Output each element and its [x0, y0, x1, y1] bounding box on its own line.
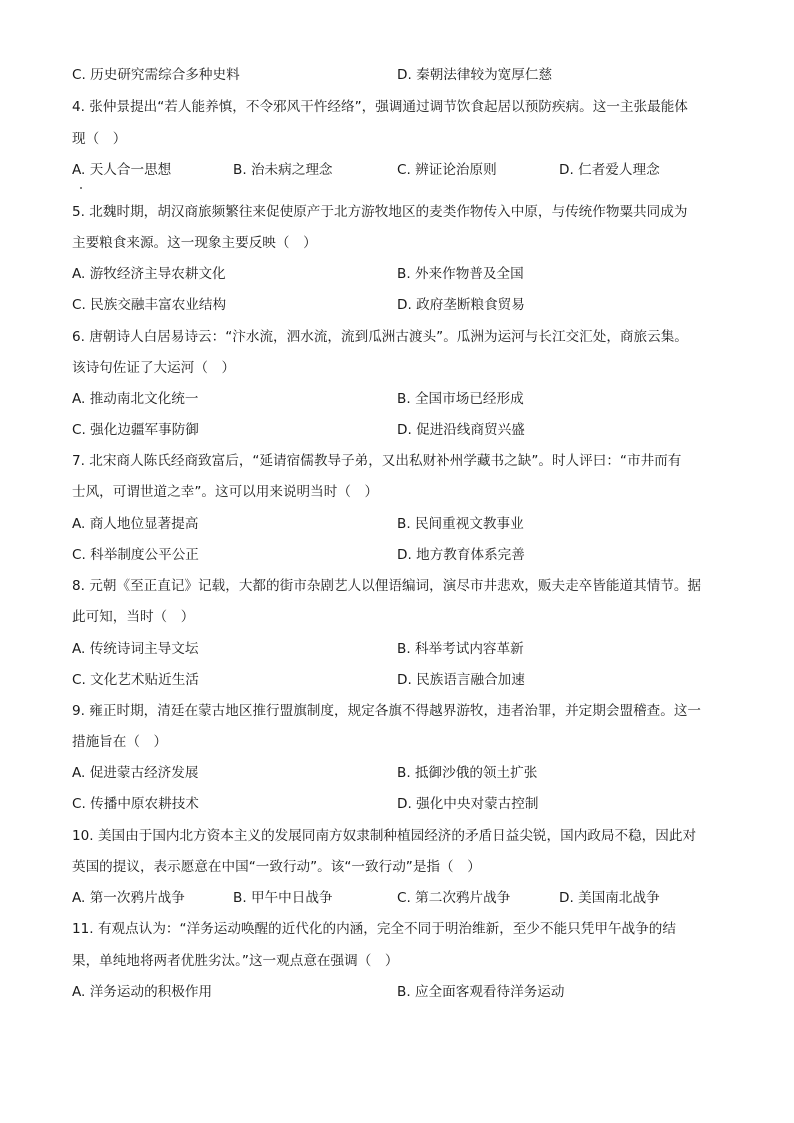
q6-option-a: A. 推动南北文化统一 [72, 391, 199, 407]
q9-stem-line2: 措施旨在（ ） [72, 734, 168, 750]
stray-dot [80, 187, 82, 189]
q8-stem-line1: 8. 元朝《至正直记》记载，大都的街市杂剧艺人以俚语编词，演尽市井悲欢，贩夫走卒皆能道其情节。据 [72, 578, 702, 594]
q10-stem-line1: 10. 美国由于国内北方资本主义的发展同南方奴隶制种植园经济的矛盾日益尖锐，国内政局不稳，因此对 [72, 828, 697, 844]
q4-option-d: D. 仁者爱人理念 [559, 162, 660, 178]
q7-stem-line2: 士风，可谓世道之幸”。这可以用来说明当时（ ） [72, 484, 379, 500]
q4-option-b: B. 治未病之理念 [233, 162, 333, 178]
q9-option-d: D. 强化中央对蒙古控制 [397, 796, 539, 812]
q5-stem-line2: 主要粮食来源。这一现象主要反映（ ） [72, 235, 317, 251]
q11-stem-line2: 果，单纯地将两者优胜劣汰。”这一观点意在强调（ ） [72, 953, 399, 969]
q10-stem-line2: 英国的提议，表示愿意在中国“一致行动”。该“一致行动”是指（ ） [72, 859, 481, 875]
q3-option-d: D. 秦朝法律较为宽厚仁慈 [397, 67, 553, 83]
q10-option-c: C. 第二次鸦片战争 [397, 890, 511, 906]
q11-option-a: A. 洋务运动的积极作用 [72, 984, 213, 1000]
q7-option-c: C. 科举制度公平公正 [72, 547, 199, 563]
q6-option-d: D. 促进沿线商贸兴盛 [397, 422, 525, 438]
q6-stem-line2: 该诗句佐证了大运河（ ） [72, 360, 236, 376]
q10-option-d: D. 美国南北战争 [559, 890, 660, 906]
q6-stem-line1: 6. 唐朝诗人白居易诗云：“汴水流，泗水流，流到瓜洲古渡头”。瓜洲为运河与长江交汇处，商旅云集。 [72, 329, 688, 345]
q4-stem-line2: 现（ ） [72, 131, 127, 147]
q8-option-d: D. 民族语言融合加速 [397, 672, 525, 688]
q5-option-b: B. 外来作物普及全国 [397, 266, 524, 282]
q9-stem-line1: 9. 雍正时期，清廷在蒙古地区推行盟旗制度，规定各旗不得越界游牧，违者治罪，并定期会盟稽查。这一 [72, 703, 702, 719]
q5-stem-line1: 5. 北魏时期，胡汉商旅频繁往来促使原产于北方游牧地区的麦类作物传入中原，与传统作物粟共同成为 [72, 204, 688, 220]
q7-option-b: B. 民间重视文教事业 [397, 516, 524, 532]
q8-option-b: B. 科举考试内容革新 [397, 641, 524, 657]
q4-stem-line1: 4. 张仲景提出“若人能养慎，不令邪风干忤经络”，强调通过调节饮食起居以预防疾病。这一主张最能体 [72, 99, 688, 115]
q6-option-c: C. 强化边疆军事防御 [72, 422, 199, 438]
q4-option-a: A. 天人合一思想 [72, 162, 172, 178]
q4-option-c: C. 辨证论治原则 [397, 162, 497, 178]
q9-option-a: A. 促进蒙古经济发展 [72, 765, 199, 781]
q8-stem-line2: 此可知，当时（ ） [72, 609, 195, 625]
q11-option-b: B. 应全面客观看待洋务运动 [397, 984, 565, 1000]
q11-stem-line1: 11. 有观点认为：“洋务运动唤醒的近代化的内涵，完全不同于明治维新，至少不能只凭甲午战争的结 [72, 921, 676, 937]
q7-stem-line1: 7. 北宋商人陈氏经商致富后，“延请宿儒教导子弟，又出私财补州学藏书之缺”。时人评曰：“市井而有 [72, 453, 682, 469]
q7-option-d: D. 地方教育体系完善 [397, 547, 525, 563]
q6-option-b: B. 全国市场已经形成 [397, 391, 524, 407]
q3-option-c: C. 历史研究需综合多种史料 [72, 67, 240, 83]
q7-option-a: A. 商人地位显著提高 [72, 516, 199, 532]
q5-option-c: C. 民族交融丰富农业结构 [72, 297, 227, 313]
q9-option-b: B. 抵御沙俄的领土扩张 [397, 765, 538, 781]
q10-option-a: A. 第一次鸦片战争 [72, 890, 185, 906]
q5-option-a: A. 游牧经济主导农耕文化 [72, 266, 226, 282]
q9-option-c: C. 传播中原农耕技术 [72, 796, 199, 812]
q8-option-c: C. 文化艺术贴近生活 [72, 672, 199, 688]
q10-option-b: B. 甲午中日战争 [233, 890, 333, 906]
q8-option-a: A. 传统诗词主导文坛 [72, 641, 199, 657]
q5-option-d: D. 政府垄断粮食贸易 [397, 297, 525, 313]
